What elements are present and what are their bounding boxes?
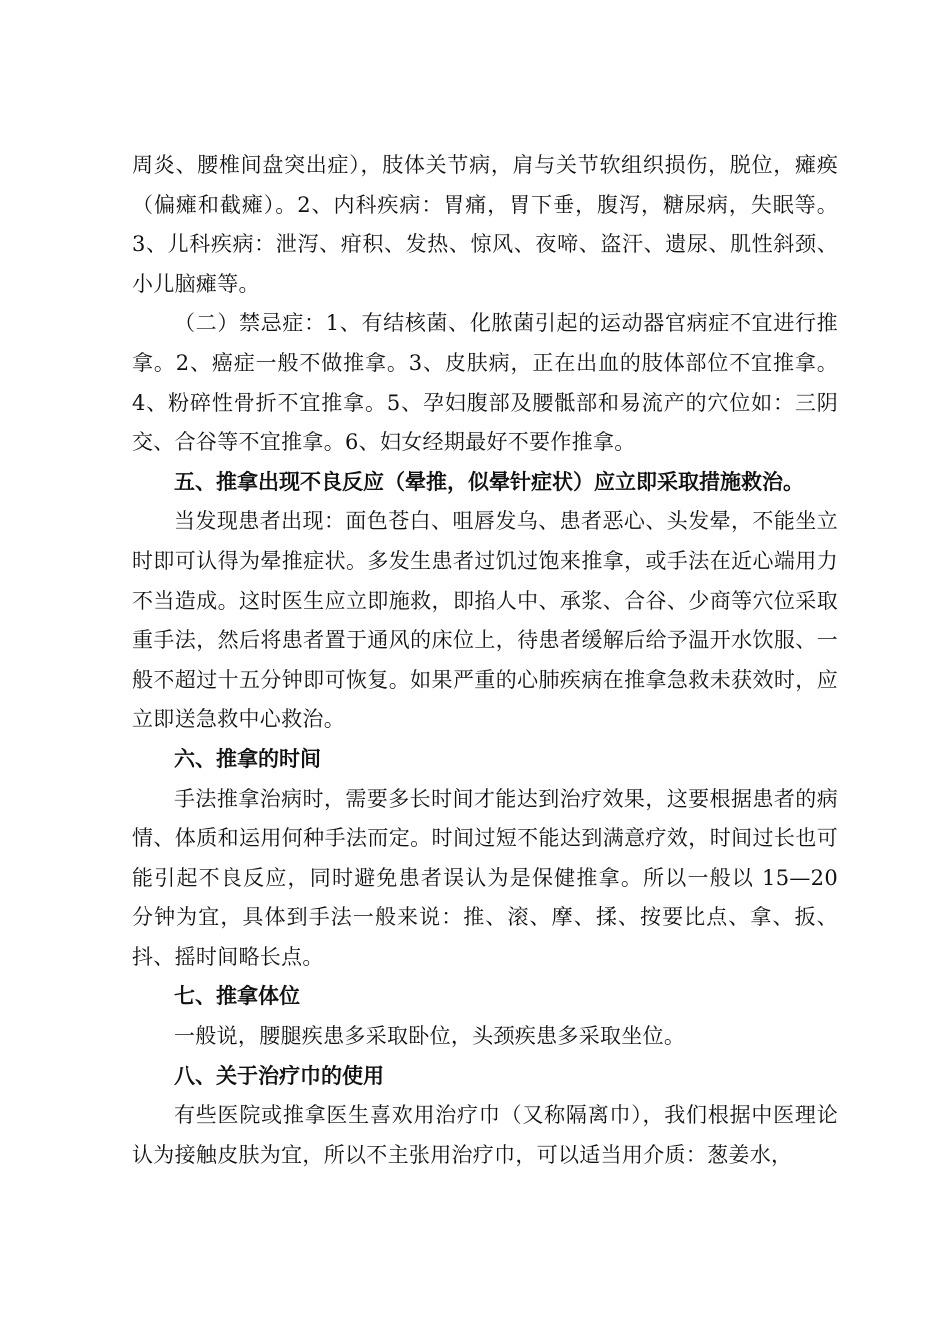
- heading-adverse-reactions: 五、推拿出现不良反应（晕推，似晕针症状）应立即采取措施救治。: [174, 469, 804, 494]
- paragraph-indications-continued: 周炎、腰椎间盘突出症），肢体关节病，肩与关节软组织损伤，脱位，瘫痪（偏瘫和截瘫）。2、内科疾病：胃痛，胃下垂，腹泻，糖尿病，失眠等。3、儿科疾病：泄泻、疳积、发热、惊风、夜啼、盗汗、遗尿、肌性斜颈、小儿脑瘫等。: [132, 153, 838, 296]
- heading-massage-position: 七、推拿体位: [174, 984, 300, 1009]
- paragraph-contraindications: （二）禁忌症：1、有结核菌、化脓菌引起的运动器官病症不宜进行推拿。2、癌症一般不做推拿。3、皮肤病，正在出血的肢体部位不宜推拿。4、粉碎性骨折不宜推拿。5、孕妇腹部及腰骶部和易流产的穴位如：三阴交、合谷等不宜推拿。6、妇女经期最好不要作推拿。: [132, 311, 838, 455]
- heading-massage-time: 六、推拿的时间: [174, 746, 321, 771]
- document-page: [132, 146, 838, 1175]
- paragraph-treatment-towel: 有些医院或推拿医生喜欢用治疗巾（又称隔离巾），我们根据中医理论认为接触皮肤为宜，所以不主张用治疗巾，可以适当用介质：葱姜水，: [132, 1103, 838, 1167]
- heading-treatment-towel: 八、关于治疗巾的使用: [174, 1063, 384, 1088]
- paragraph-massage-position: 一般说，腰腿疾患多采取卧位，头颈疾患多采取坐位。: [174, 1024, 686, 1049]
- paragraph-massage-time: 手法推拿治病时，需要多长时间才能达到治疗效果，这要根据患者的病情、体质和运用何种手法而定。时间过短不能达到满意疗效，时间过长也可能引起不良反应，同时避免患者误认为是保健推拿。所以一般以 15—20 分钟为宜，具体到手法一般来说：推、滚、摩、揉、按要比点、拿、扳、抖、摇时间略长点。: [132, 786, 838, 969]
- paragraph-adverse-reactions: 当发现患者出现：面色苍白、咀唇发乌、患者恶心、头发晕，不能坐立时即可认得为晕推症状。多发生患者过饥过饱来推拿，或手法在近心端用力不当造成。这时医生应立即施救，即掐人中、承浆、合谷、少商等穴位采取重手法，然后将患者置于通风的床位上，待患者缓解后给予温开水饮服、一般不超过十五分钟即可恢复。如果严重的心肺疾病在推拿急救未获效时，应立即送急救中心救治。: [132, 509, 838, 732]
